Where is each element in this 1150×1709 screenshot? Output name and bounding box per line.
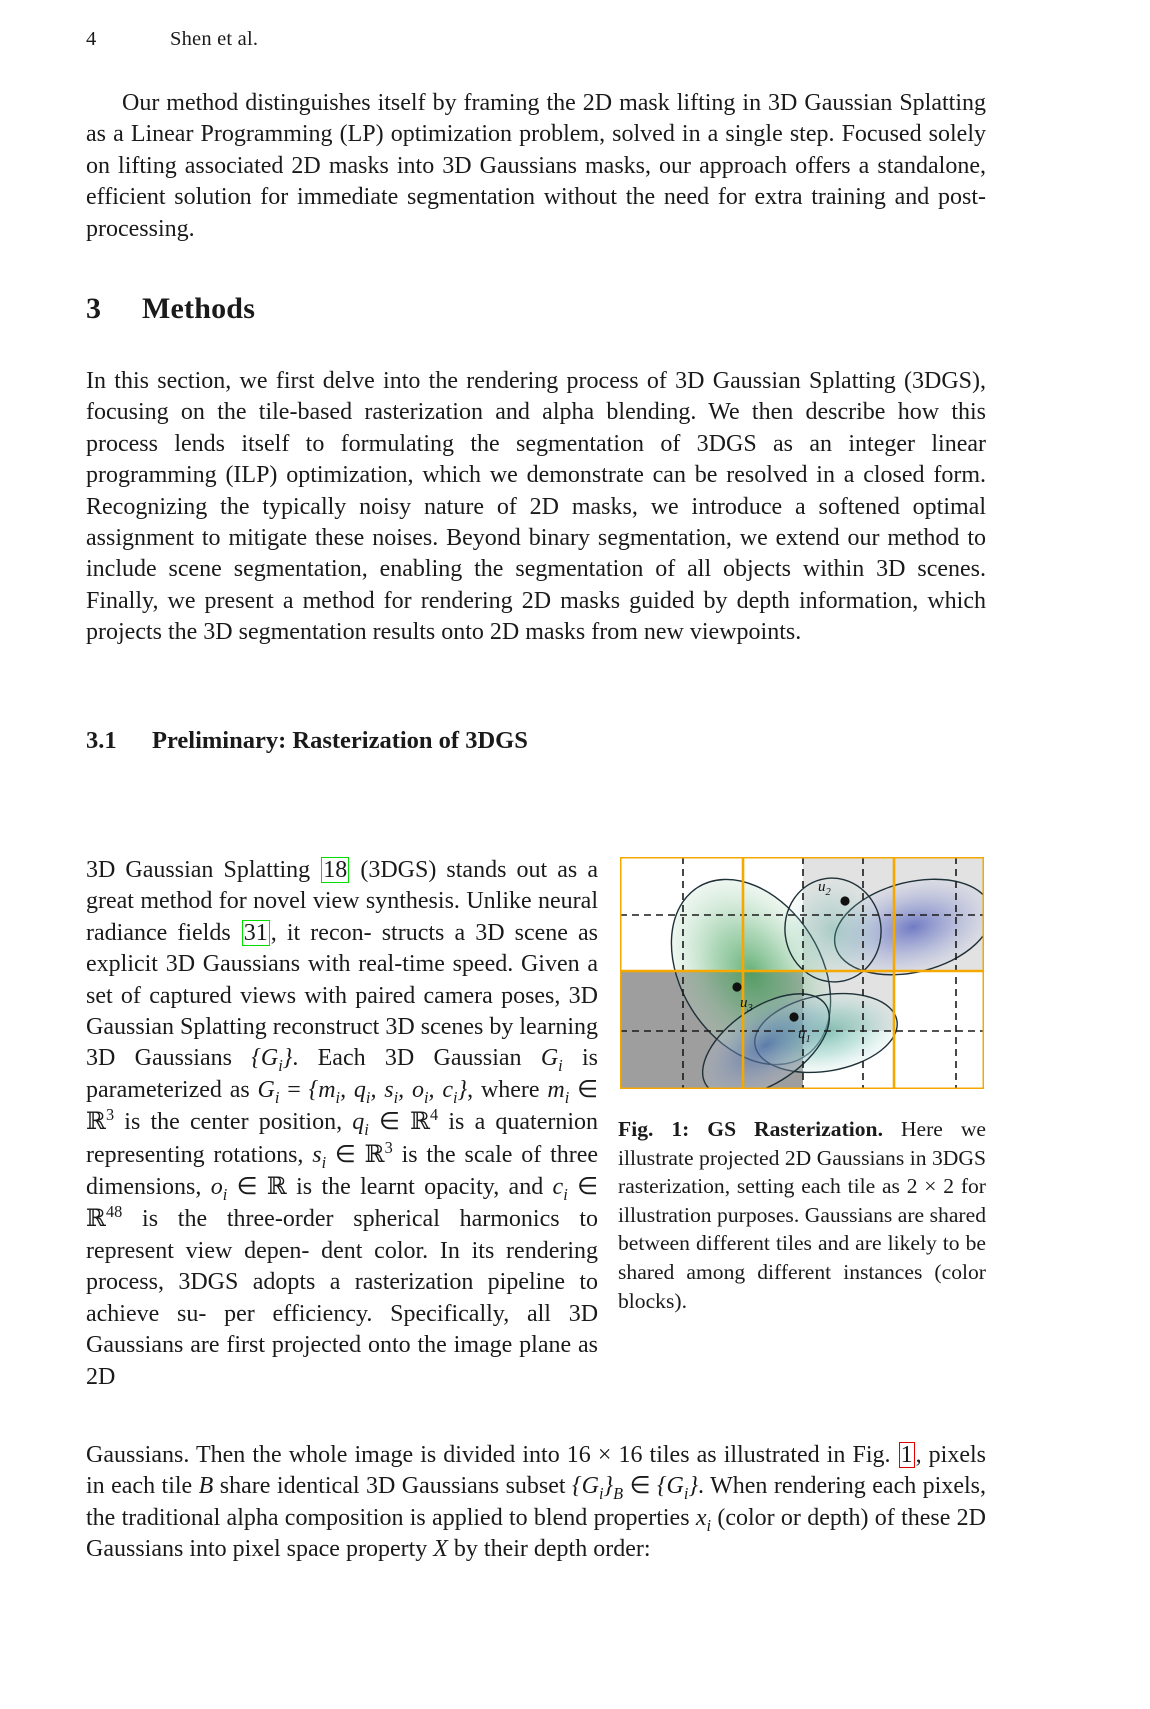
figure-caption-text: Here we illustrate projected 2D Gaussians in 3DGS rasterization, setting each tile as 2 × 2 for illustration purposes. Gaussians are shared between different tiles and are likely to be shared among different instances (color blocks). — [618, 1117, 986, 1313]
math-parameterization: $G_i = \{m_i$, $q_i$, $s_i$, $o_i$, $c_i$}, — [257, 1076, 474, 1107]
section-heading — [86, 292, 986, 326]
intro-paragraph: Our method distinguishes itself by framing the 2D mask lifting in 3D Gaussian Splatting as a Linear Programming (LP) optimization problem, solved in a single step. Focused solely on lifting associated 2D masks into 3D Gaussians masks, our approach offers a standalone, efficient solution for immediate segmentation without the need for extra training and post-processing. — [86, 90, 986, 242]
section-title: Methods — [142, 292, 256, 325]
left-column-paragraph — [86, 855, 598, 1393]
text-run: is the — [286, 1174, 351, 1201]
text-run: When rendering each pixels, the traditional alpha composition is applied to blend — [86, 1473, 987, 1531]
text-run: is a quaternion representing rotations, — [86, 1109, 599, 1168]
text-run: 3D Gaussian Splatting — [86, 857, 311, 883]
text-run: share identical 3D Gaussians subset — [213, 1473, 573, 1500]
text-run: is parameterized as — [86, 1045, 599, 1103]
intro-paragraph-block — [86, 88, 986, 245]
math-qi-r4: $q_i$ ∈ ℝ$^4$ — [352, 1105, 439, 1140]
text-run: views with paired camera poses, 3D Gaussian — [86, 982, 598, 1041]
math-si-r3: $s_i$ ∈ ℝ$^3$ — [312, 1137, 393, 1172]
citation-link-31[interactable]: 31 — [243, 919, 268, 946]
text-run: spherical harmonics to represent view depen- — [86, 1206, 599, 1264]
text-run: Fig. — [852, 1442, 891, 1468]
text-run: properties — [593, 1504, 696, 1531]
text-run: . Each 3D Gaussian — [292, 1045, 541, 1072]
text-run: per efficiency. Specifically, all 3D Gaussians — [86, 1300, 599, 1359]
text-run: adopts a rasterization pipeline to achieve su- — [86, 1269, 598, 1327]
text-run: is the three-order — [122, 1206, 334, 1233]
subsection-heading-block — [86, 727, 986, 755]
math-ci-r48: $c_i$ ∈ ℝ$^{48}$ — [86, 1174, 598, 1233]
text-run: dent color. In its rendering process, 3DGS — [86, 1237, 599, 1296]
text-run: Splatting reconstruct 3D scenes by learning — [180, 1014, 599, 1041]
subsection-number: 3.1 — [86, 727, 117, 754]
figure-title: GS Rasterization. — [707, 1117, 883, 1141]
center-point-u2 — [840, 896, 849, 905]
gs-rasterization-diagram — [618, 855, 986, 1091]
figure-reference-link[interactable]: 1 — [900, 1442, 913, 1468]
running-head-author: Shen et al. — [170, 28, 259, 50]
section-heading-block — [86, 292, 986, 326]
math-mi-r3: $m_i$ ∈ ℝ$^3$ — [86, 1076, 598, 1136]
methods-intro-block — [86, 366, 986, 649]
text-run: is the center position, — [114, 1109, 353, 1136]
left-column-text — [86, 855, 598, 1393]
center-point-u3 — [732, 982, 741, 991]
text-run: is the scale of three dimensions, — [86, 1141, 599, 1201]
page-number: 4 — [86, 28, 97, 50]
math-oi-r: $o_i$ ∈ ℝ — [210, 1172, 287, 1204]
citation-link-18[interactable]: 18 — [323, 857, 348, 883]
text-run: (color or depth) of these 2D Gaussians into pixel space property — [86, 1504, 987, 1563]
text-run: , pixels in each tile — [86, 1442, 986, 1500]
math-capital-x: X — [433, 1536, 448, 1563]
bottom-paragraph — [86, 1440, 986, 1566]
text-run: Gaussians. Then the whole image is divided into 16 × 16 tiles as illustrated in — [86, 1442, 846, 1468]
math-gaussian-subset: $\{G_i\}_B$ ∈ $\{G_i\}$. — [572, 1473, 705, 1504]
figure-column — [618, 855, 986, 1315]
math-gaussian-gi: $G_i$ — [540, 1045, 563, 1076]
text-run: (3DGS) stands out — [360, 857, 548, 883]
text-run: Unlike neural radiance fields — [86, 888, 598, 946]
text-run: 3D Gaussians — [86, 1045, 252, 1072]
math-gaussian-set: $\{G_i\}$ — [251, 1045, 293, 1076]
text-run: learnt opacity, and — [360, 1174, 553, 1201]
math-tile-b: B — [198, 1473, 214, 1500]
label-u1: $u_1$ — [798, 1026, 811, 1045]
figure-label: Fig. 1: — [618, 1117, 690, 1141]
section-number: 3 — [86, 292, 102, 325]
text-run: , it recon- — [270, 919, 372, 946]
label-u2: $u_2$ — [818, 879, 831, 898]
float-region — [86, 855, 986, 1393]
text-run: structs a 3D scene as explicit 3D Gaussians — [86, 919, 598, 978]
center-point-u1 — [789, 1012, 798, 1021]
text-run: as a great method for novel view synthesis. — [86, 857, 599, 915]
text-run: by their depth order: — [447, 1536, 651, 1563]
bottom-paragraph-block — [86, 1440, 986, 1566]
methods-intro-paragraph: In this section, we first delve into the rendering process of 3D Gaussian Splatting (3DGS), focusing on the tile-based rasterization and alpha blending. We then describe how this process lends itself to formulating the segmentation of 3DGS as an integer linear programming (ILP) optimization, which we demonstrate can be resolved in a closed form. Recognizing the typically noisy nature of 2D masks, we introduce a softened optimal assignment to mitigate these noises. Beyond binary segmentation, we extend our method to include scene segmentation, enabling the segmentation of all objects within 3D scenes. Finally, we present a method for rendering 2D masks guided by depth information, which projects the 3D segmentation results onto 2D masks from new viewpoints. — [86, 368, 986, 646]
text-run: with real-time speed. Given a set of captured — [86, 951, 599, 1009]
text-run: are first projected onto the image plane as 2D — [86, 1332, 598, 1390]
math-xi: $x_i$ — [695, 1504, 712, 1535]
subsection-title: Preliminary: Rasterization of 3DGS — [152, 727, 528, 754]
running-head — [86, 28, 986, 51]
subsection-heading — [86, 727, 986, 755]
text-run: where — [480, 1076, 548, 1103]
label-u3: $u_3$ — [740, 995, 753, 1014]
figure-caption — [618, 1115, 986, 1315]
figure-1 — [618, 855, 986, 1091]
